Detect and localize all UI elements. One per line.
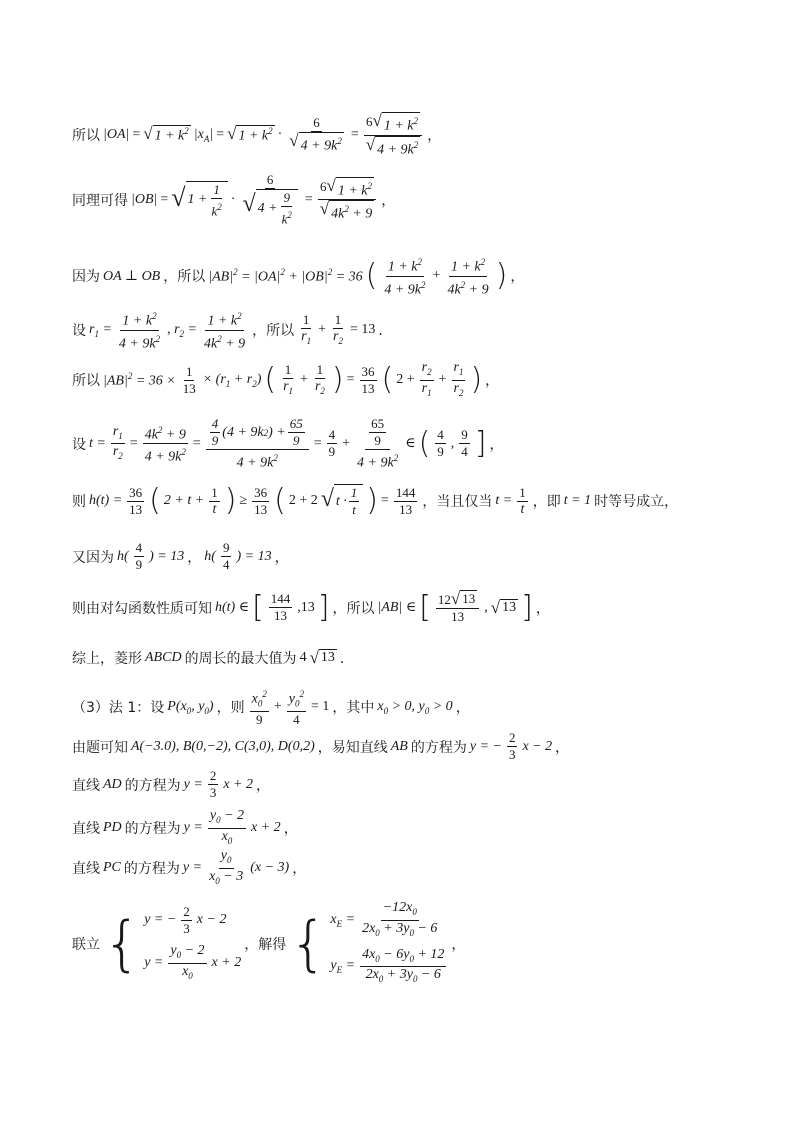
line-define-r: 设 $r_1$ = $\frac{1 + k^2}{4 + 9k^2}$ , $r_2$ = $\frac{1 + k^2}{4k^2 + 9}$ ，所以 $\frac{1}{r_1}$ + $\frac{1}{r_2}$ = 13 ．: [72, 308, 392, 352]
line-line-ad: 直线 AD 的方程为 y = $\frac{2}{3}$ x + 2 ，: [72, 768, 271, 800]
line-line-ab: 由题可知 A(−3.0), B(0,−2), C(3,0), D(0,2) ，易知直线 AB 的方程为 y = − $\frac{2}{3}$ x − 2 ，: [72, 730, 570, 762]
line-part3-setup: （3）法 1：设 $P(x_0$, $y_0$) ，则 $\frac{x_0^2}{9}$ + $\frac{y_0^2}{4}$ = 1 ，其中 $x_0 > 0$, $y_0 > 0$ ，: [72, 686, 470, 728]
line-oa-length: 所以 |OA| = √ $1 + k^2$ $|x_A|$ = √ $1 + k^2$ · 6 √ $4 + 9k^2$ = 6 √ $1 + k^2$ √ $4 + 9k^2$ ，: [72, 111, 442, 158]
line-h-range: 则由对勾函数性质可知 h(t) ∈ [ $\frac{144}{13}$ ,13 ] ，所以 |AB| ∈ [ 12 √ 13 13 , √ 13 ] ，: [72, 589, 550, 625]
line-solve-system: 联立 { y = − $\frac{2}{3}$ x − 2 y = $\frac{y_0 - 2}{x_0}$ x + 2 ，解得 { $x_E$ = $\frac{-12x_0}{2x_0 + 3y_0 - 6}$ $y_E$ = $\frac{4x_0 - 6y_0 + 12}{2x_0 + 3y_0 - 6}$ ，: [72, 900, 466, 985]
line-line-pd: 直线 PD 的方程为 y = $\frac{y_0 - 2}{x_0}$ x + 2 ，: [72, 808, 298, 846]
line-ob-length: 同理可得 |OB| = √ 1 + $\frac{1}{k^2}$ · 6 √ 4 + $\frac{9}{k^2}$ = 6 √ $1 + k^2$ √ $4k^2 + 9$ ，: [72, 172, 396, 227]
line-ab-in-r: 所以 $|AB|^2 = 36$ × $\frac{1}{13}$ × $(r_1 + r_2)$ ( $\frac{1}{r_1}$ + $\frac{1}{r_2}$ ) = $\frac{36}{13}$ ( 2 + $\frac{r_2}{r_1}$ + $\frac{r_1}{r_2}$ ) ，: [72, 360, 500, 398]
line-line-pc: 直线 PC 的方程为 y = $\frac{y_0}{x_0 - 3}$ (x − 3) ，: [72, 848, 307, 886]
line-define-t: 设 t = $\frac{r_1}{r_2}$ = $\frac{4k^2 + 9}{4 + 9k^2}$ = $\frac{4}{9}$ (4 + 9k 2 ) + $\frac{65}{9}$ $4 + 9k^2$ = $\frac{4}{9}$ + $\frac{\frac{65}{9}}{4 + 9k^2}$ ∈ ( $\frac{4}{9}$ , $\frac{9}{4}$ ] ，: [72, 416, 504, 471]
line-h-of-t: 则 h(t) = $\frac{36}{13}$ ( 2 + t + $\frac{1}{t}$ ) ≥ $\frac{36}{13}$ ( 2 + 2 √ t · $\frac{1}{t}$ ) = $\frac{144}{13}$ ，当且仅当 t = $\frac{1}{t}$ ，即 t = 1 时等号成立，: [72, 483, 679, 518]
line-h-endpoints: 又因为 h( $\frac{4}{9}$ ) = 13 ， h( $\frac{9}{4}$ ) = 13 ，: [72, 540, 289, 572]
line-ab-squared: 因为 OA ⊥ OB ，所以 $|AB|^2 = |OA|^2 + |OB|^2 = 36$ ( $\frac{1 + k^2}{4 + 9k^2}$ + $\frac{1 + k^2}{4k^2 + 9}$ ) ，: [72, 254, 524, 298]
line-conclusion: 综上，菱形 ABCD 的周长的最大值为 4 √ 13 ．: [72, 648, 354, 667]
